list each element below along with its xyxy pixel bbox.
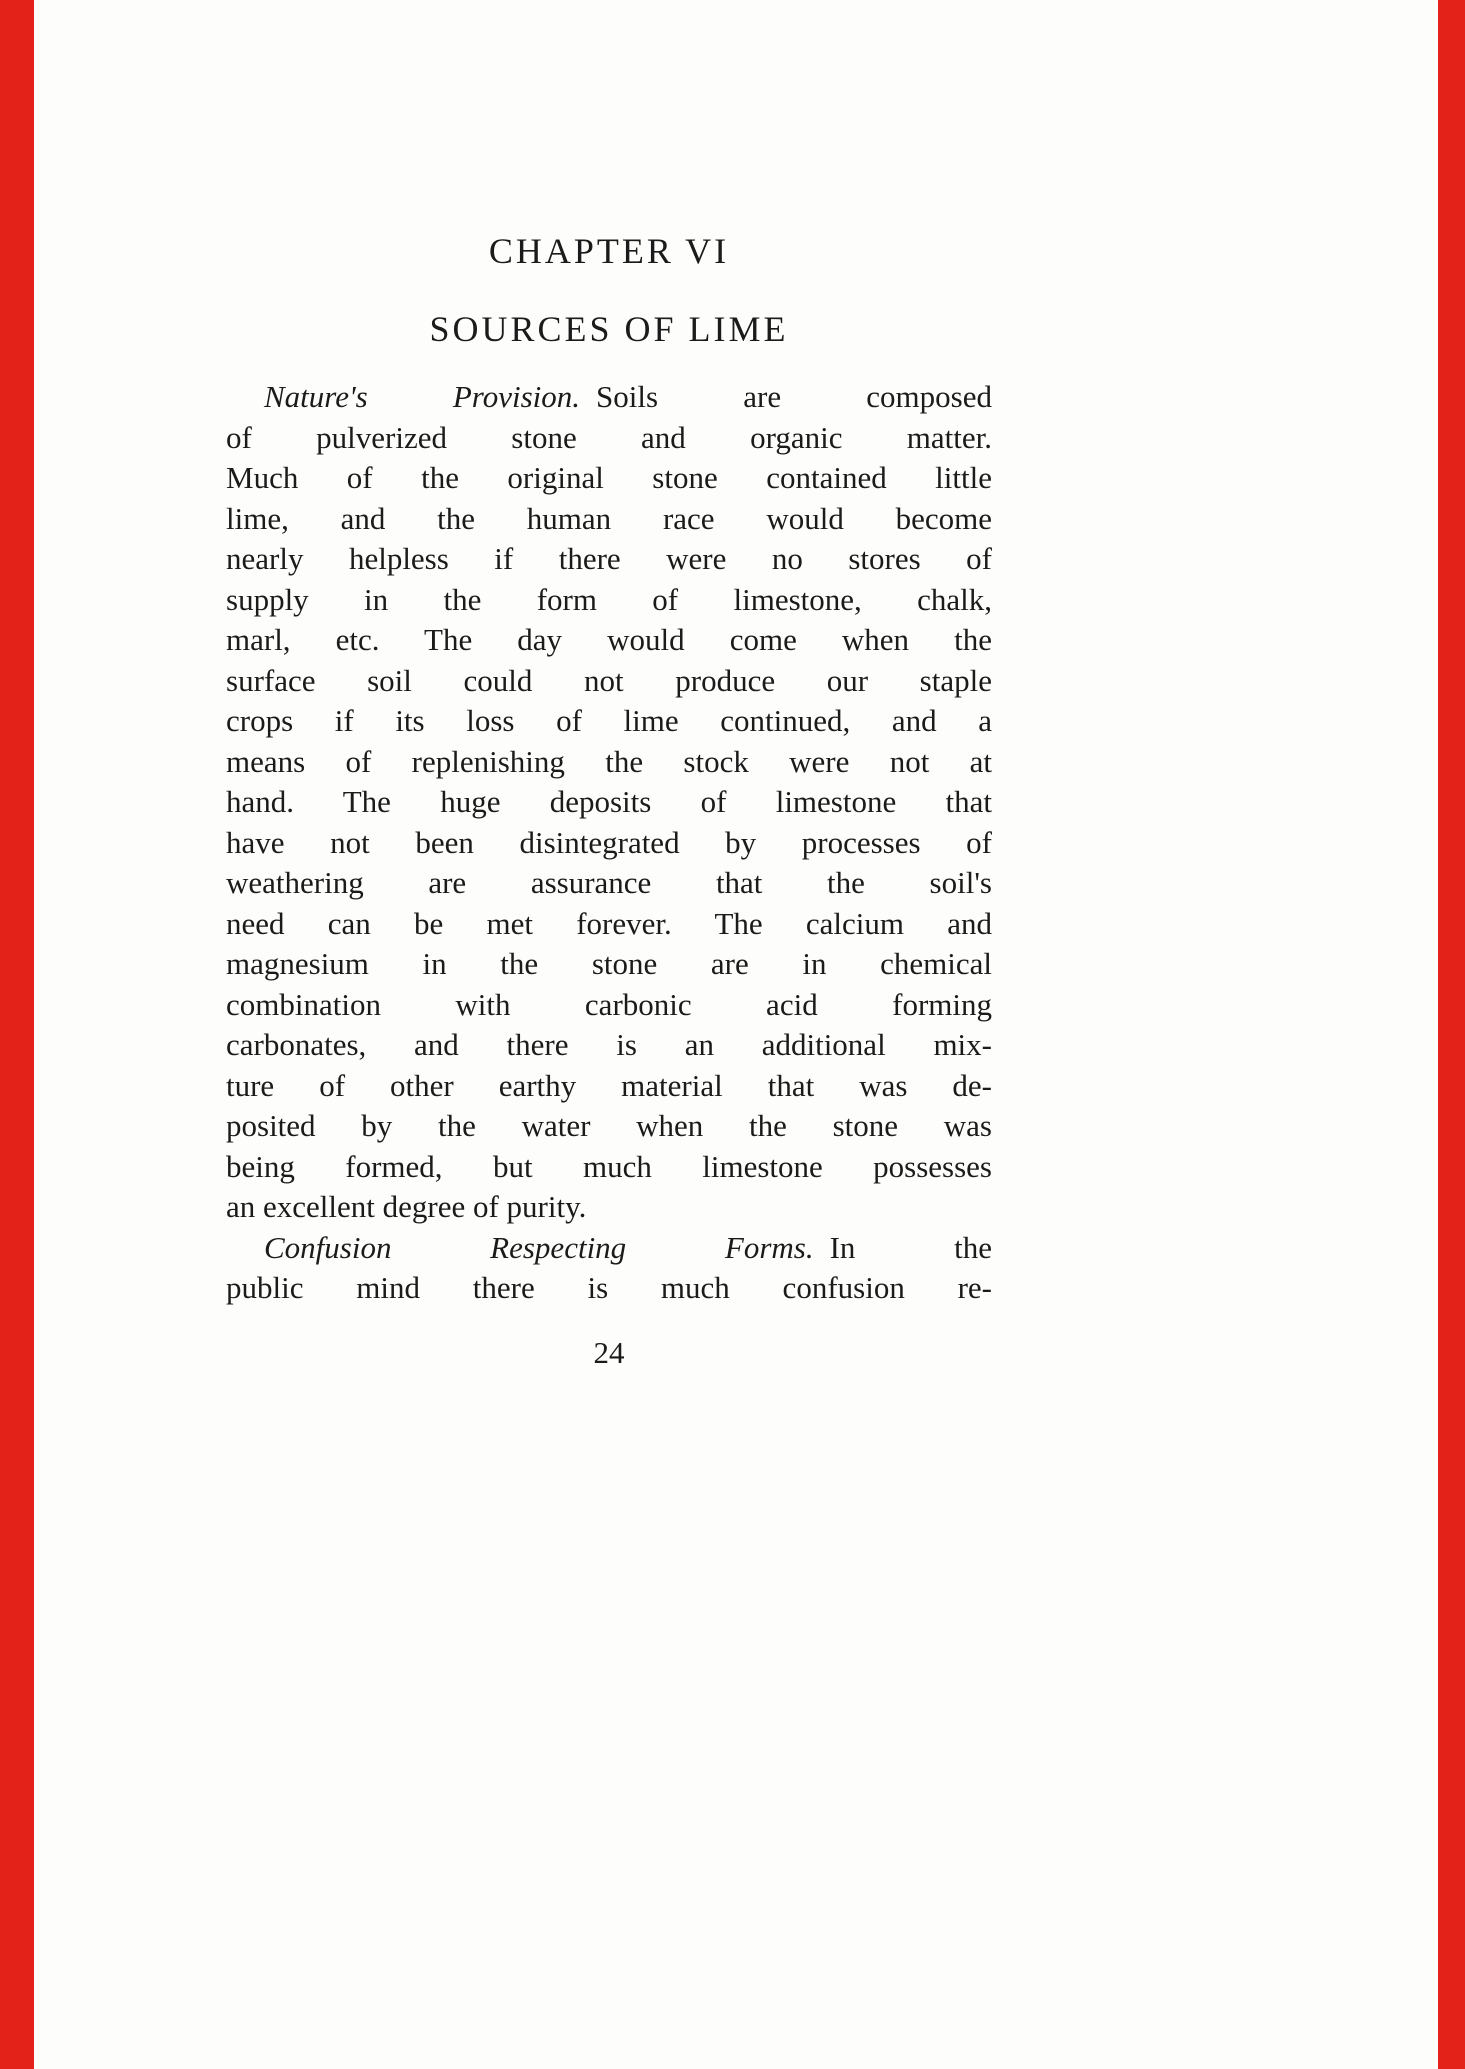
body-text xyxy=(226,377,992,1309)
text-line: Much of the original stone contained little xyxy=(226,460,992,495)
right-scan-edge xyxy=(1438,0,1465,2069)
paragraph-lead-rest: Soils are composed xyxy=(596,379,992,414)
paragraph xyxy=(226,377,992,1228)
left-scan-edge xyxy=(0,0,34,2069)
paragraph xyxy=(226,1228,992,1309)
paragraph-lead-italic: Nature's Provision. xyxy=(264,379,581,414)
text-line: an excellent degree of purity. xyxy=(226,1189,587,1224)
chapter-title: SOURCES OF LIME xyxy=(429,309,789,349)
text-line: hand. The huge deposits of limestone that xyxy=(226,784,992,819)
text-line: carbonates, and there is an additional mix- xyxy=(226,1027,992,1062)
text-line: ture of other earthy material that was de- xyxy=(226,1067,992,1103)
text-line: posited by the water when the stone was xyxy=(226,1108,992,1143)
page-number: 24 xyxy=(593,1334,625,1370)
chapter-heading: CHAPTER VI xyxy=(488,231,730,271)
text-line: public mind there is much confusion re- xyxy=(226,1270,992,1305)
text-line: magnesium in the stone are in chemical xyxy=(226,946,992,981)
text-line: crops if its loss of lime continued, and a xyxy=(226,703,992,738)
text-line: combination with carbonic acid forming xyxy=(226,986,992,1022)
text-line: weathering are assurance that the soil's xyxy=(226,865,992,900)
paragraph-first-line xyxy=(226,377,992,418)
text-line: of pulverized stone and organic matter. xyxy=(226,419,992,455)
text-line: means of replenishing the stock were not at xyxy=(226,743,992,779)
text-line: nearly helpless if there were no stores of xyxy=(226,541,992,576)
text-line: surface soil could not produce our staple xyxy=(226,662,992,698)
text-line: lime, and the human race would become xyxy=(226,500,992,536)
paragraph-lead-rest: In the xyxy=(829,1229,992,1265)
text-line: supply in the form of limestone, chalk, xyxy=(226,581,992,617)
paragraph-first-line xyxy=(226,1228,992,1269)
text-line: have not been disintegrated by processes of xyxy=(226,824,992,860)
text-line: need can be met forever. The calcium and xyxy=(226,905,992,941)
page-content xyxy=(226,0,992,1371)
paragraph-lead-italic: Confusion Respecting Forms. xyxy=(264,1229,814,1265)
text-line: marl, etc. The day would come when the xyxy=(226,622,992,657)
text-line: being formed, but much limestone possesses xyxy=(226,1148,992,1184)
